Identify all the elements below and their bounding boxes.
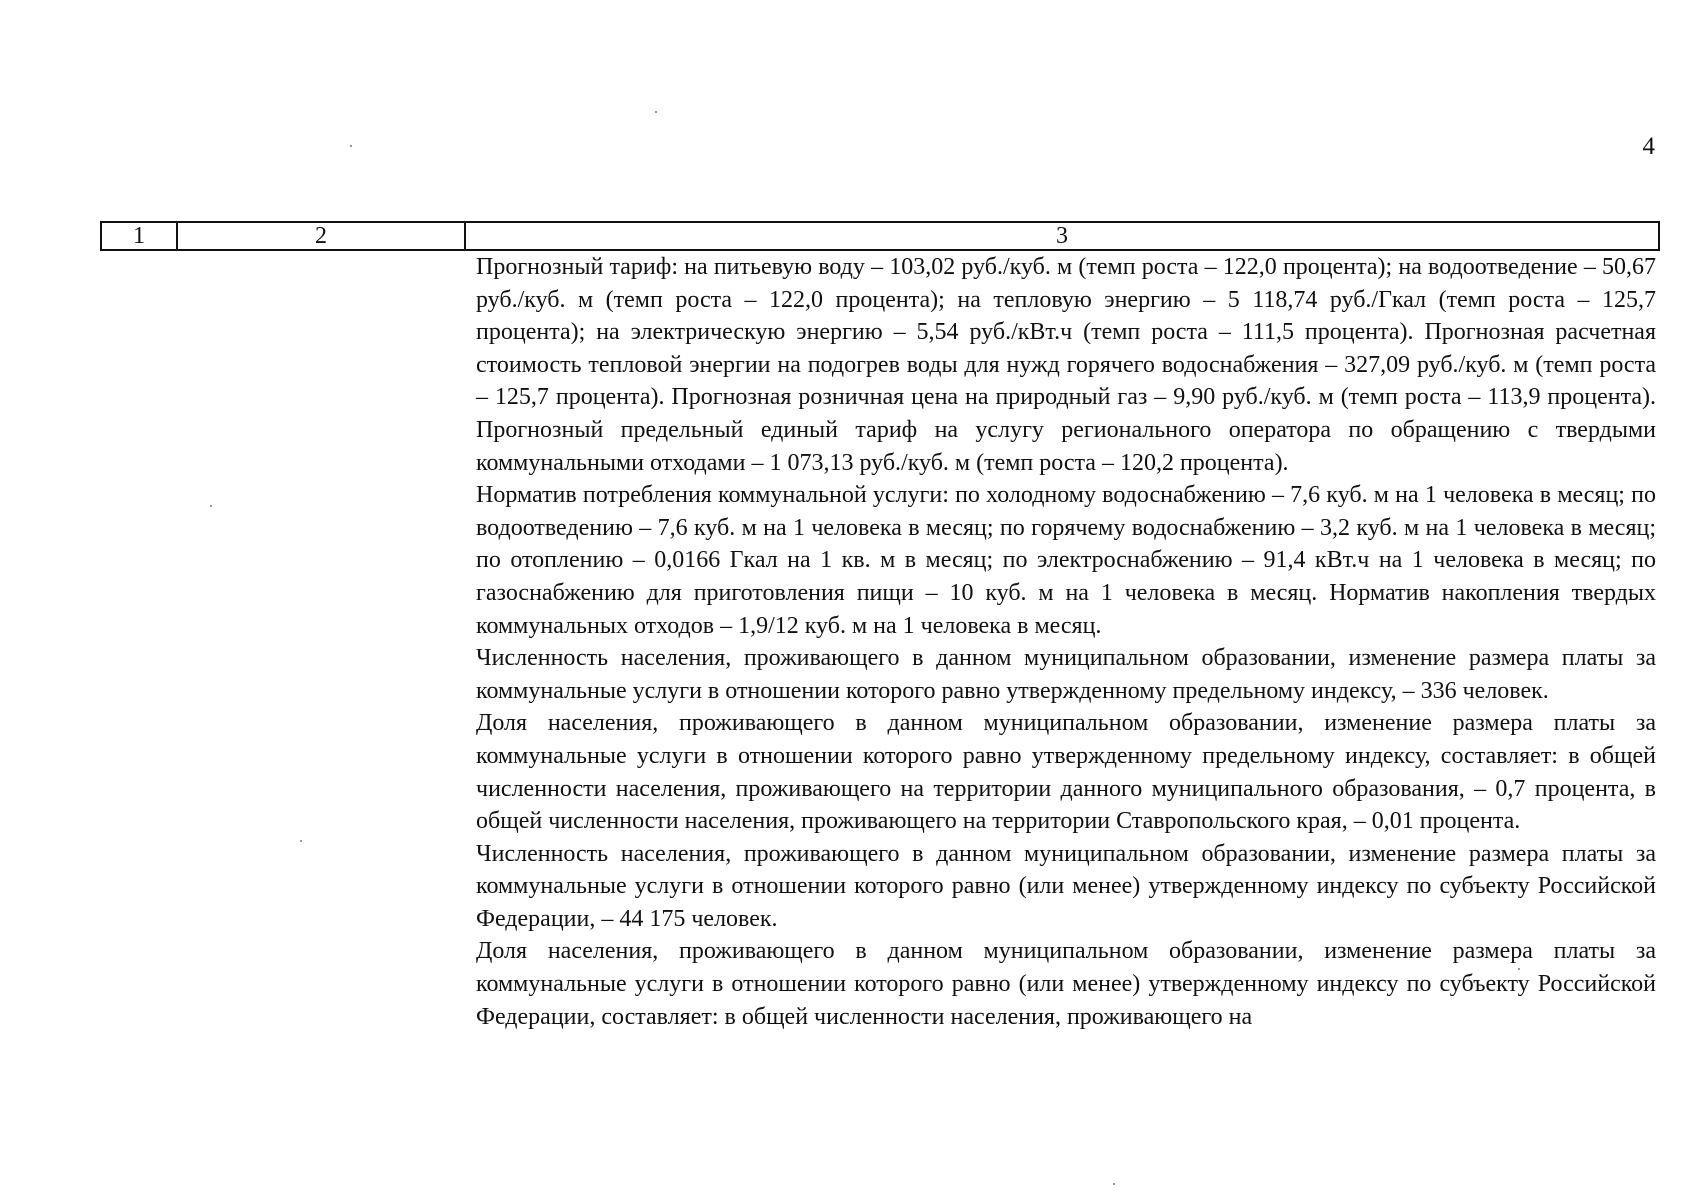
paragraph-consumption-norms: Норматив потребления коммунальной услуги: по холодному водоснабжению – 7,6 куб. м на 1 человека в месяц; по водоотведению – 7,6 куб. м на 1 человека в месяц; по горячему водоснабжению – 3,2 куб. м на 1 человека в месяц; по отоплению – 0,0166 Гкал на 1 кв. м в месяц; по электроснабжению – 91,4 кВт.ч на 1 человека в месяц; по газоснабжению для приготовления пищи – 10 куб. м на 1 человека в месяц. Норматив накопления твердых коммунальных отходов – 1,9/12 куб. м на 1 человека в месяц. — [476, 482, 1656, 639]
scan-speck — [210, 505, 212, 507]
paragraph-share-regional-index: Доля населения, проживающего в данном муниципальном образовании, изменение размера платы за коммунальные услуги в отношении которого равно (или менее) утвержденному индексу по субъекту Российской Федерации, составляет: в общей численности населения, проживающего на — [476, 938, 1656, 1030]
table-header-row — [100, 221, 1660, 251]
paragraph-share-limit-index: Доля населения, проживающего в данном муниципальном образовании, изменение размера платы за коммунальные услуги в отношении которого равно утвержденному предельному индексу, составляет: в общей численности населения, проживающего на территории данного муниципального образования, – 0,7 процента, в общей численности населения, проживающего на территории Ставропольского края, – 0,01 процента. — [476, 710, 1656, 835]
paragraph-population-regional-index: Численность населения, проживающего в данном муниципальном образовании, изменение размера платы за коммунальные услуги в отношении которого равно (или менее) утвержденному индексу по субъекту Российской Федерации, – 44 175 человек. — [476, 840, 1656, 932]
scan-speck — [1518, 968, 1520, 970]
header-cell-3: 3 — [1056, 222, 1068, 249]
scan-speck — [1113, 1183, 1115, 1185]
scan-speck — [350, 145, 352, 147]
table-cell-3-content — [476, 251, 1656, 1033]
scan-speck — [300, 840, 302, 842]
paragraph-tariffs: Прогнозный тариф: на питьевую воду – 103,02 руб./куб. м (темп роста – 122,0 процента); на водоотведение – 50,67 руб./куб. м (темп роста – 122,0 процента); на тепловую энергию – 5 118,74 руб./Гкал (темп роста – 125,7 процента); на электрическую энергию – 5,54 руб./кВт.ч (темп роста – 111,5 процента). Прогнозная расчетная стоимость тепловой энергии на подогрев воды для нужд горячего водоснабжения – 327,09 руб./куб. м (темп роста – 125,7 процента). Прогнозная розничная цена на природный газ – 9,90 руб./куб. м (темп роста – 113,9 процента). Прогнозный предельный единый тариф на услугу регионального оператора по обращению с твердыми коммунальными отходами – 1 073,13 руб./куб. м (темп роста – 120,2 процента). — [476, 254, 1656, 476]
header-cell-2: 2 — [178, 223, 466, 249]
scan-speck — [655, 111, 657, 113]
paragraph-population-limit-index: Численность населения, проживающего в данном муниципальном образовании, изменение размера платы за коммунальные услуги в отношении которого равно утвержденному предельному индексу, – 336 человек. — [476, 645, 1656, 704]
header-cell-1: 1 — [102, 223, 178, 249]
page-number: 4 — [1642, 133, 1655, 160]
